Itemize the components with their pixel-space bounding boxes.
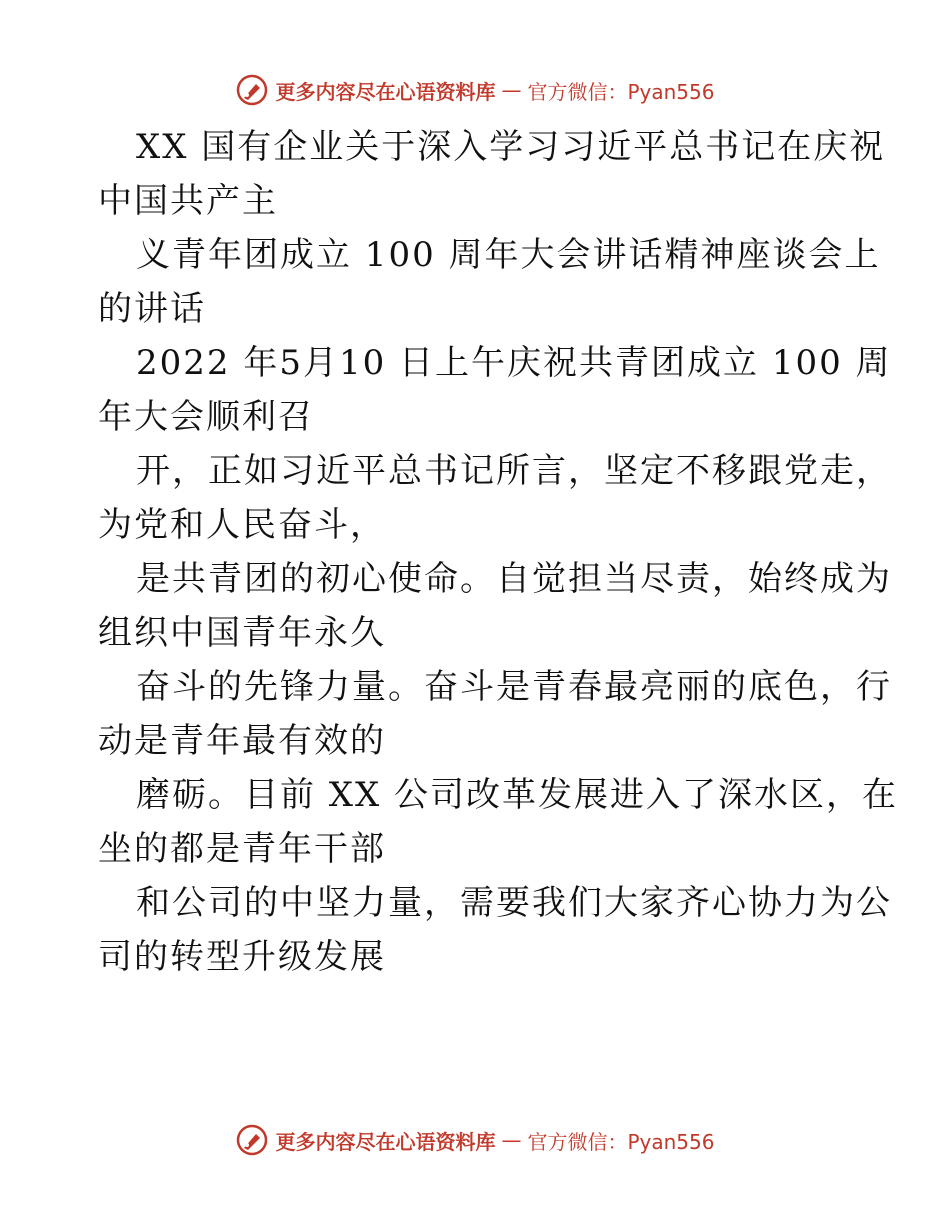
banner-dash: — [501,78,522,102]
document-body [98,120,899,984]
banner-brand-text: 更多内容尽在心语资料库 [275,1129,496,1154]
document-line: 年大会顺利召 [98,397,314,437]
document-line: 义青年团成立 100 周年大会讲话精神座谈会上 [136,235,881,275]
footer-banner [0,1120,950,1160]
document-line: XX 国有企业关于深入学习习近平总书记在庆祝 [136,127,886,167]
document-line: 组织中国青年永久 [98,613,386,653]
document-line: 的讲话 [98,289,206,329]
banner-brand-text: 更多内容尽在心语资料库 [275,79,496,104]
pen-nib-logo-icon [235,1123,269,1157]
document-line: 开，正如习近平总书记所言，坚定不移跟党走， [136,451,892,491]
document-line: 是共青团的初心使命。自觉担当尽责，始终成为 [136,559,892,599]
document-line: 司的转型升级发展 [98,937,386,977]
banner-dash: — [501,1128,522,1152]
document-line: 磨砺。目前 XX 公司改革发展进入了深水区，在 [136,775,899,815]
banner-wechat-text: 官方微信：Pyan556 [527,79,715,104]
header-banner [0,70,950,110]
document-line: 和公司的中坚力量，需要我们大家齐心协力为公 [136,883,892,923]
document-line: 奋斗的先锋力量。奋斗是青春最亮丽的底色，行 [136,667,892,707]
document-line: 为党和人民奋斗， [98,505,386,545]
document-line: 中国共产主 [98,181,278,221]
document-line: 2022 年5月10 日上午庆祝共青团成立 100 周 [136,343,892,383]
document-line: 动是青年最有效的 [98,721,386,761]
pen-nib-logo-icon [235,73,269,107]
document-line: 坐的都是青年干部 [98,829,386,869]
banner-wechat-text: 官方微信：Pyan556 [527,1129,715,1154]
